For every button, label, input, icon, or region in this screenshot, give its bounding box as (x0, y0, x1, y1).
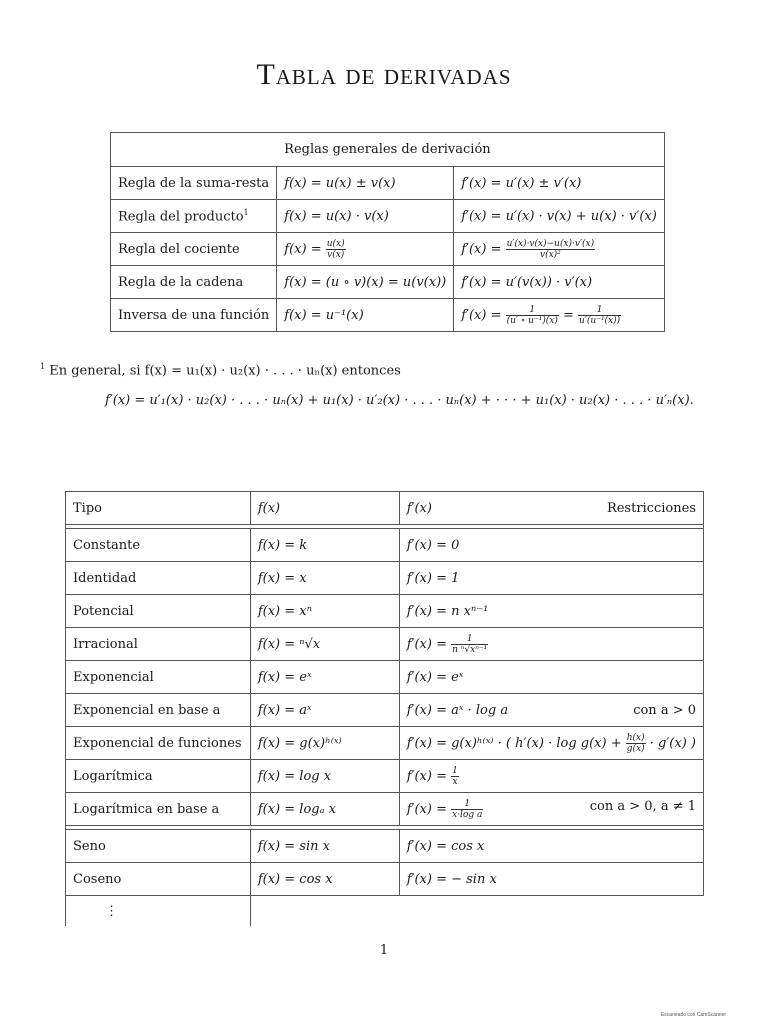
rule-fp: f′(x) = u′(v(x)) · v′(x) (454, 266, 665, 299)
row-f: f(x) = logₐ x (250, 793, 399, 826)
header-fp-restr (399, 492, 703, 525)
header-f: f(x) (250, 492, 399, 525)
rules-row (111, 266, 665, 299)
row-fp: f′(x) = eˣ (399, 661, 703, 694)
rule-f: f(x) = u(x) ± v(x) (277, 167, 454, 200)
fraction (506, 239, 596, 260)
rule-name: Regla de la cadena (111, 266, 277, 299)
denominator: (u′ ∘ u⁻¹)(x) (506, 315, 558, 326)
numerator: h(x) (626, 732, 645, 743)
row-tipo: Constante (66, 529, 251, 562)
row-fp: f′(x) = cos x (399, 830, 703, 863)
denominator: v(x) (327, 249, 345, 260)
row-fp (399, 727, 703, 760)
row-f: f(x) = cos x (250, 863, 399, 896)
rules-header: Reglas generales de derivación (111, 133, 665, 167)
rule-fp (454, 299, 665, 332)
fraction (506, 305, 559, 326)
table-row (66, 595, 704, 628)
rules-table (110, 132, 665, 332)
fraction (451, 766, 459, 787)
row-f: f(x) = aˣ (250, 694, 399, 727)
rule-name-text: Regla del producto (118, 209, 244, 225)
rule-f: f(x) = u(x) · v(x) (277, 200, 454, 233)
footnote-text: En general, si f(x) = u₁(x) · u₂(x) · . . . · uₙ(x) entonces (49, 363, 401, 379)
fraction (626, 733, 646, 754)
row-f: f(x) = x (250, 562, 399, 595)
watermark: Escaneado con CamScanner (660, 1012, 726, 1018)
row-f: f(x) = eˣ (250, 661, 399, 694)
header-tipo: Tipo (66, 492, 251, 525)
footnote-mark: 1 (40, 362, 46, 371)
footnote (40, 362, 401, 378)
table-row (66, 628, 704, 661)
table-row (66, 694, 704, 727)
row-fp (399, 628, 703, 661)
rules-header-row (111, 133, 665, 167)
rule-fp-pre: f′(x) = (461, 307, 506, 323)
footnote-ref: 1 (243, 207, 249, 217)
row-fp (399, 760, 703, 793)
numerator: u′(x)·v(x)−u(x)·v′(x) (506, 238, 595, 249)
row-tipo: Logarítmica (66, 760, 251, 793)
row-fp: f′(x) = n xⁿ⁻¹ (399, 595, 703, 628)
row-tipo: Potencial (66, 595, 251, 628)
footnote-formula: f′(x) = u′₁(x) · u₂(x) · . . . · uₙ(x) + u₁(x) · u′₂(x) · . . . · uₙ(x) + · · · + u₁(x) · u₂(x) · . . . · u′ₙ(x). (105, 393, 694, 408)
rule-f: f(x) = u⁻¹(x) (277, 299, 454, 332)
row-fp (399, 694, 703, 727)
row-f: f(x) = ⁿ√x (250, 628, 399, 661)
row-f: f(x) = log x (250, 760, 399, 793)
row-f: f(x) = sin x (250, 830, 399, 863)
numerator: u(x) (326, 238, 345, 249)
row-fp-text: f′(x) = aˣ · log a (406, 702, 509, 718)
page-number: 1 (379, 943, 389, 958)
table-row (66, 562, 704, 595)
fraction (578, 305, 621, 326)
fraction (451, 799, 483, 820)
vertical-ellipsis: ⋮ (105, 903, 118, 919)
derivatives-table (65, 491, 704, 926)
rule-fp (454, 233, 665, 266)
rules-row (111, 200, 665, 233)
rule-name (111, 200, 277, 233)
row-f: f(x) = k (250, 529, 399, 562)
header-fp: f′(x) (406, 500, 432, 516)
denominator: g(x) (626, 743, 645, 754)
numerator: 1 (451, 799, 483, 810)
row-restriccion: con a > 0 (633, 702, 696, 718)
denominator: n ⁿ√xⁿ⁻¹ (452, 644, 488, 655)
table-row (66, 661, 704, 694)
row-fp-post: · g′(x) ) (645, 735, 696, 751)
row-fp-pre: f′(x) = (406, 768, 452, 784)
header-restricciones: Restricciones (606, 500, 696, 516)
continuation-row (66, 896, 704, 927)
row-tipo: Irracional (66, 628, 251, 661)
continuation-empty (250, 896, 703, 927)
rule-f-pre: f(x) = (284, 241, 326, 257)
page-title: Tabla de derivadas (256, 58, 512, 91)
table-row (66, 529, 704, 562)
row-tipo: Coseno (66, 863, 251, 896)
table-row (66, 727, 704, 760)
table-row (66, 760, 704, 793)
row-tipo: Exponencial en base a (66, 694, 251, 727)
row-fp (399, 793, 703, 826)
row-fp-pre: f′(x) = g(x)ʰ⁽ˣ⁾ · ( h′(x) · log g(x) + (406, 735, 626, 751)
denominator: x (452, 776, 458, 787)
derivatives-header-row (66, 492, 704, 525)
row-f: f(x) = xⁿ (250, 595, 399, 628)
row-fp-pre: f′(x) = (406, 636, 452, 652)
rule-fp-pre: f′(x) = (461, 241, 506, 257)
continuation-cell (66, 896, 251, 927)
table-row (66, 863, 704, 896)
numerator: 1 (578, 305, 621, 316)
rule-name: Regla del cociente (111, 233, 277, 266)
rule-fp: f′(x) = u′(x) · v(x) + u(x) · v′(x) (454, 200, 665, 233)
denominator: u′(u⁻¹(x)) (579, 315, 621, 326)
row-fp: f′(x) = 1 (399, 562, 703, 595)
numerator: 1 (506, 305, 559, 316)
rules-row (111, 233, 665, 266)
rule-f: f(x) = (u ∘ v)(x) = u(v(x)) (277, 266, 454, 299)
rule-name: Regla de la suma-resta (111, 167, 277, 200)
fraction (326, 239, 346, 260)
rule-f (277, 233, 454, 266)
equals: = (558, 307, 579, 323)
numerator: 1 (452, 765, 458, 776)
rule-name: Inversa de una función (111, 299, 277, 332)
denominator: v(x)² (539, 249, 561, 260)
row-tipo: Exponencial (66, 661, 251, 694)
denominator: x·log a (452, 809, 483, 820)
row-restriccion: con a > 0, a ≠ 1 (589, 798, 696, 814)
row-fp-pre: f′(x) = (406, 801, 452, 817)
rule-fp: f′(x) = u′(x) ± v′(x) (454, 167, 665, 200)
row-tipo: Identidad (66, 562, 251, 595)
row-tipo: Seno (66, 830, 251, 863)
table-row (66, 793, 704, 826)
row-fp: f′(x) = − sin x (399, 863, 703, 896)
row-f: f(x) = g(x)ʰ⁽ˣ⁾ (250, 727, 399, 760)
row-fp: f′(x) = 0 (399, 529, 703, 562)
rules-row (111, 167, 665, 200)
rules-row (111, 299, 665, 332)
row-tipo: Exponencial de funciones (66, 727, 251, 760)
numerator: 1 (451, 634, 488, 645)
row-tipo: Logarítmica en base a (66, 793, 251, 826)
fraction (451, 634, 488, 655)
table-row (66, 830, 704, 863)
